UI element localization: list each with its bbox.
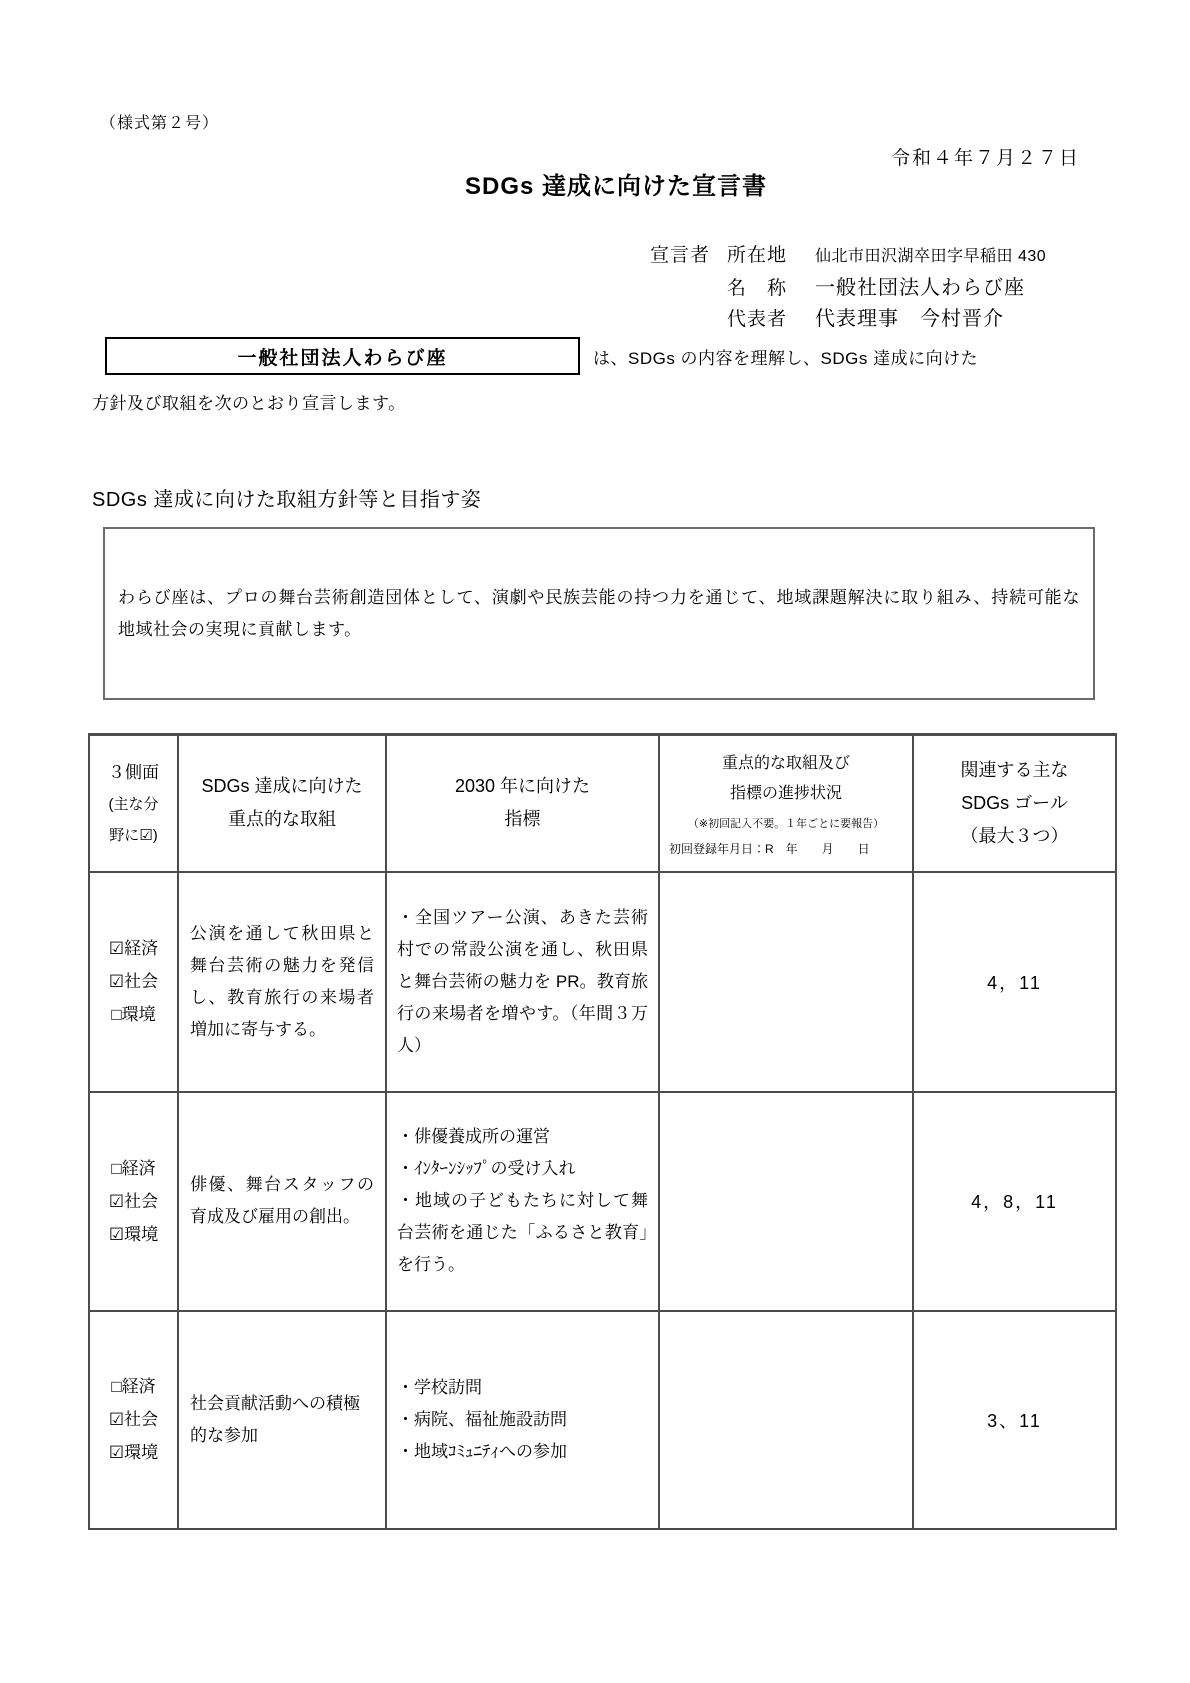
- declarant-label: 宣言者: [650, 245, 711, 266]
- declaration-sentence: [105, 337, 1100, 375]
- indicator-item: ・俳優養成所の運営: [397, 1127, 550, 1146]
- address-value: 仙北市田沢湖卒田字早稲田 430: [815, 248, 1047, 265]
- row3-indicator-cell: [386, 1311, 659, 1529]
- row3-initiative-cell: 社会貢献活動への積極的な参加: [178, 1311, 386, 1529]
- checkbox-checked-icon: ☑: [108, 1191, 125, 1211]
- row2-aspects-cell: [89, 1092, 178, 1311]
- aspect-item: [91, 1152, 176, 1185]
- checkbox-unchecked-icon: □: [111, 1377, 122, 1396]
- indicator-item: ・学校訪問: [397, 1377, 482, 1397]
- row1-indicator-cell: [386, 872, 659, 1092]
- checkbox-unchecked-icon: □: [111, 1158, 122, 1178]
- header-aspects-line2: (主な分: [108, 795, 159, 813]
- aspect-item: [91, 1436, 176, 1469]
- document-date: 令和４年７月２７日: [890, 148, 1080, 169]
- header-aspects-line1: ３側面: [108, 762, 159, 782]
- aspect-label: 環境: [121, 1005, 156, 1024]
- row3-goals-cell: 3、11: [913, 1311, 1116, 1529]
- indicator-item: ・病院、福祉施設訪問: [397, 1409, 567, 1429]
- table-row: [89, 872, 1116, 1092]
- aspect-item: [91, 1370, 176, 1403]
- header-progress-note: （※初回記入不要。１年ごとに要報告）: [687, 818, 885, 831]
- declarant-name-row: [650, 271, 1046, 302]
- table-row: [89, 1311, 1116, 1529]
- aspect-item: [91, 998, 176, 1031]
- header-aspects-line3: 野に☑): [109, 826, 158, 844]
- aspect-label: 経済: [124, 939, 159, 958]
- document-title: SDGs 達成に向けた宣言書: [464, 173, 768, 200]
- policy-statement-text: わらび座は、プロの舞台芸術創造団体として、演劇や民族芸能の持つ力を通じて、地域課題解決に取り組み、持続可能な地域社会の実現に貢献します。: [118, 587, 1080, 639]
- checkbox-checked-icon: ☑: [108, 1410, 125, 1429]
- aspect-label: 経済: [121, 1158, 156, 1178]
- header-goals: 関連する主な SDGs ゴール （最大３つ）: [913, 735, 1116, 872]
- form-number: （様式第２号）: [100, 115, 220, 132]
- aspect-item: [91, 1403, 176, 1436]
- row3-aspects-cell: [89, 1311, 178, 1529]
- row3-progress-cell: [659, 1311, 913, 1529]
- name-label: 名 称: [727, 278, 788, 299]
- declaration-text-after-box: は、SDGs の内容を理解し、SDGs 達成に向けた: [593, 348, 979, 368]
- name-value: 一般社団法人わらび座: [815, 277, 1025, 299]
- row2-goals-cell: 4，8，11: [913, 1092, 1116, 1311]
- table-header-row: [89, 735, 1116, 872]
- header-progress-registration-date: 初回登録年月日：R 年 月 日: [669, 842, 870, 857]
- checkbox-checked-icon: ☑: [108, 972, 125, 991]
- row2-initiative-cell: 俳優、舞台スタッフの育成及び雇用の創出。: [178, 1092, 386, 1311]
- aspect-item: [91, 965, 176, 998]
- row1-aspects-cell: [89, 872, 178, 1092]
- header-progress: 重点的な取組及び 指標の進捗状況 （※初回記入不要。１年ごとに要報告） 初回登録年月日：R 年 月 日: [659, 735, 913, 872]
- aspect-label: 環境: [124, 1224, 159, 1244]
- indicator-item: ・全国ツアー公演、あきた芸術村での常設公演を通し、秋田県と舞台芸術の魅力を PR。教育旅行の来場者を増やす。（年間３万人）: [397, 907, 648, 1055]
- sdgs-initiatives-table: [88, 733, 1117, 1530]
- indicator-item: ・地域ｺﾐｭﾆﾃｨへの参加: [397, 1441, 567, 1461]
- header-aspects: [89, 735, 178, 872]
- representative-label: 代表者: [727, 309, 788, 330]
- policy-section-heading: SDGs 達成に向けた取組方針等と目指す姿: [92, 489, 482, 511]
- aspect-label: 社会: [124, 1410, 159, 1429]
- aspect-item: [91, 1185, 176, 1218]
- row1-initiative-cell: 公演を通して秋田県と舞台芸術の魅力を発信し、教育旅行の来場者増加に寄与する。: [178, 872, 386, 1092]
- row1-progress-cell: [659, 872, 913, 1092]
- checkbox-checked-icon: ☑: [108, 939, 125, 958]
- aspect-item: [91, 1218, 176, 1251]
- aspect-item: [91, 932, 176, 965]
- aspect-label: 社会: [124, 1191, 159, 1211]
- declarant-block: [650, 240, 1046, 333]
- aspect-label: 社会: [124, 972, 159, 991]
- declarant-representative-row: [650, 302, 1046, 333]
- row2-progress-cell: [659, 1092, 913, 1311]
- declarant-address-row: [650, 240, 1046, 271]
- policy-statement-box: [103, 527, 1095, 700]
- declaration-text-line2: 方針及び取組を次のとおり宣言します。: [92, 394, 406, 413]
- header-initiative: SDGs 達成に向けた 重点的な取組: [178, 735, 386, 872]
- row1-goals-cell: 4，11: [913, 872, 1116, 1092]
- indicator-item: ・ｲﾝﾀｰﾝｼｯﾌﾟの受け入れ: [397, 1159, 576, 1178]
- indicator-item: ・地域の子どもたちに対して舞台芸術を通じた「ふるさと教育」を行う。: [397, 1191, 648, 1274]
- aspect-label: 環境: [124, 1443, 159, 1462]
- checkbox-checked-icon: ☑: [108, 1224, 125, 1244]
- header-indicator: 2030 年に向けた 指標: [386, 735, 659, 872]
- table-row: [89, 1092, 1116, 1311]
- checkbox-unchecked-icon: □: [111, 1005, 122, 1024]
- company-name-box: 一般社団法人わらび座: [105, 337, 580, 375]
- address-label: 所在地: [727, 245, 788, 266]
- aspect-label: 経済: [121, 1377, 156, 1396]
- representative-value: 代表理事 今村晋介: [815, 308, 1004, 330]
- row2-indicator-cell: [386, 1092, 659, 1311]
- checkbox-checked-icon: ☑: [108, 1443, 125, 1462]
